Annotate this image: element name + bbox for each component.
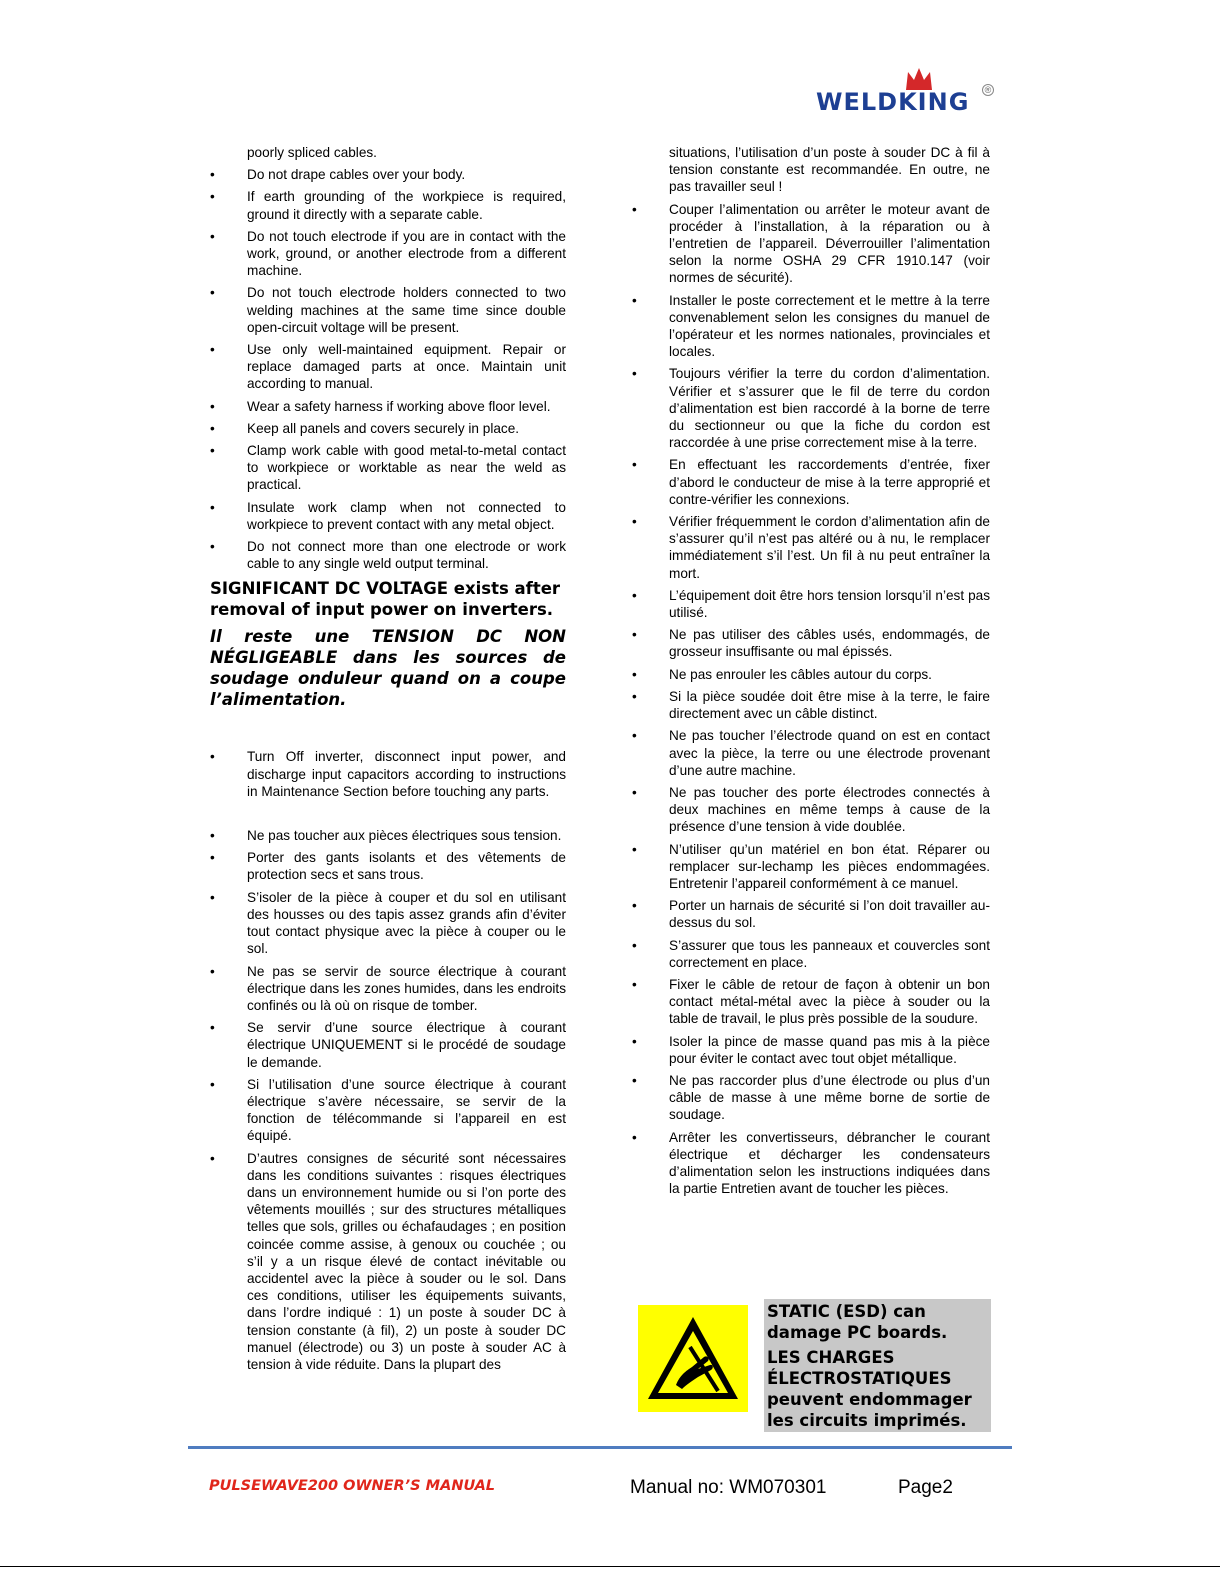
- bullet: •: [210, 342, 215, 358]
- bullet: •: [210, 749, 215, 765]
- footer-rule: [188, 1446, 1012, 1449]
- bullet: •: [210, 850, 215, 866]
- page-bottom-line: [0, 1566, 1220, 1567]
- list-item: • D’autres consignes de sécurité sont nécessaires dans les conditions suivantes : risques électriques dans un environnement humide ou si l’on porte des vêtements mouillés ; sur des structures métalliques telles que sols, grilles ou échafaudages ; en position coincée comme assise, à genoux ou couchée ; ou s’il y a un risque élevé de contact inévitable ou accidentel avec la pièce à souder ou le sol. Dans ces conditions, utiliser les équipements suivants, dans l’ordre indiqué : 1) un poste à souder DC à tension constante (à fil), 2) un poste à souder DC manuel (électrode) ou 3) un poste à souder AC à tension à vide réduite. Dans la plupart des: [210, 1150, 566, 1372]
- list-item: • Toujours vérifier la terre du cordon d’alimentation. Vérifier et s’assurer que le fil de terre du cordon d’alimentation est bien raccordé à la borne de terre du sectionneur ou que la fiche du cordon est raccordée à une prise correctement mise à la terre.: [632, 366, 990, 451]
- logo-text: WELDKING: [816, 88, 970, 116]
- list-item: • Do not drape cables over your body.: [210, 167, 466, 183]
- bullet: •: [632, 898, 637, 914]
- esd-warning-icon: [638, 1305, 748, 1412]
- list-item: situations, l’utilisation d’un poste à souder DC à fil à tension constante est recommandée. En outre, ne pas travailler seul !: [669, 145, 990, 195]
- list-item: • Clamp work cable with good metal-to-metal contact to workpiece or worktable as near the weld as practical.: [210, 443, 566, 493]
- registered-mark: ®: [982, 84, 994, 96]
- bullet: •: [210, 285, 215, 301]
- list-item: • Keep all panels and covers securely in place.: [210, 420, 520, 436]
- bullet: •: [210, 539, 215, 555]
- right-column: [632, 144, 990, 1202]
- list-item: • Vérifier fréquemment le cordon d’alimentation afin de s’assurer qu’il n’est pas altéré ou à nu, le remplacer immédiatement s’il l’est. Un fil à nu peut entraîner la mort.: [632, 514, 990, 581]
- list-item: • Fixer le câble de retour de façon à obtenir un bon contact métal-métal avec la pièce à souder ou la table de travail, le plus près possible de la soudure.: [632, 976, 990, 1027]
- bullet: •: [210, 828, 215, 844]
- list-item: • Wear a safety harness if working above floor level.: [210, 398, 551, 414]
- footer-manual-title: PULSEWAVE200 OWNER’S MANUAL: [209, 1478, 496, 1494]
- bullet: •: [632, 292, 637, 308]
- list-item: • N’utiliser qu’un matériel en bon état. Réparer ou remplacer sur-lechamp les pièces endommagées. Entretenir l’appareil conformément à ce manuel.: [632, 841, 990, 891]
- list-item: • S’isoler de la pièce à couper et du sol en utilisant des housses ou des tapis assez grands afin d’éviter tout contact physique avec la pièce à couper ou le sol.: [210, 889, 566, 957]
- list-item: • Ne pas toucher aux pièces électriques sous tension.: [210, 828, 562, 844]
- list-item: • Isoler la pince de masse quand pas mis à la pièce pour éviter le contact avec tout objet métallique.: [632, 1033, 990, 1066]
- bullet: •: [210, 1150, 215, 1166]
- list-item: • Turn Off inverter, disconnect input power, and discharge input capacitors according to instructions in Maintenance Section before touching any parts.: [210, 749, 566, 799]
- list-item: • S’assurer que tous les panneaux et couvercles sont correctement en place.: [632, 937, 990, 970]
- list-item: • If earth grounding of the workpiece is required, ground it directly with a separate cable.: [210, 189, 566, 222]
- bullet: •: [632, 666, 637, 682]
- dc-voltage-warning-en: SIGNIFICANT DC VOLTAGE exists after removal of input power on inverters.: [210, 579, 561, 620]
- bullet: •: [210, 963, 215, 979]
- bullet: •: [632, 841, 637, 857]
- list-item: • Porter des gants isolants et des vêtements de protection secs et sans trous.: [210, 850, 566, 883]
- bullet: •: [210, 889, 215, 905]
- bullet: •: [632, 1129, 637, 1145]
- bullet: •: [632, 728, 637, 744]
- list-item: • L’équipement doit être hors tension lorsqu’il n’est pas utilisé.: [632, 587, 990, 621]
- list-item: • Ne pas utiliser des câbles usés, endommagés, de grosseur insuffisante ou mal épissés.: [632, 627, 990, 660]
- bullet: •: [632, 688, 637, 704]
- bullet: •: [632, 976, 637, 992]
- bullet: •: [210, 420, 215, 436]
- bullet: •: [632, 784, 637, 800]
- list-item: • Ne pas toucher des porte électrodes connectés à deux machines en même temps à cause de la présence d’une tension à vide doublée.: [632, 784, 990, 835]
- bullet: •: [210, 398, 215, 414]
- dc-voltage-warning-fr: Il reste une TENSION DC NON NÉGLIGEABLE dans les sources de soudage onduleur quand on a coupe l’alimentation.: [210, 627, 566, 710]
- bullet: •: [632, 201, 637, 217]
- list-item: • Couper l’alimentation ou arrêter le moteur avant de procéder à l’installation, à la réparation ou à l’entretien de l’appareil. Déverrouiller l’alimentation selon la norme OSHA 29 CFR 1910.147 (voir normes de sécurité).: [632, 201, 990, 286]
- bullet: •: [632, 366, 637, 382]
- footer-manual-number: Manual no: WM070301: [630, 1477, 827, 1498]
- bullet: •: [210, 499, 215, 515]
- bullet: •: [632, 1033, 637, 1049]
- weldking-logo: [816, 66, 994, 124]
- bullet: •: [632, 937, 637, 953]
- list-item: • Installer le poste correctement et le mettre à la terre convenablement selon les consignes du manuel de l’opérateur et les normes nationales, provinciales et locales.: [632, 292, 990, 360]
- list-item: • Si la pièce soudée doit être mise à la terre, le faire directement avec un câble distinct.: [632, 688, 990, 722]
- list-item: • Si l’utilisation d’une source électrique à courant électrique s’avère nécessaire, se servir de la fonction de télécommande si l’appareil en est équipé.: [210, 1076, 566, 1144]
- list-item: • Se servir d’une source électrique à courant électrique UNIQUEMENT si le procédé de soudage le demande.: [210, 1020, 566, 1070]
- list-item: • Porter un harnais de sécurité si l’on doit travailler au-dessus du sol.: [632, 898, 990, 931]
- bullet: •: [632, 1072, 637, 1088]
- list-item: • Do not touch electrode if you are in contact with the work, ground, or another electrode from a different machine.: [210, 228, 566, 279]
- list-item: • Use only well-maintained equipment. Repair or replace damaged parts at once. Maintain unit according to manual.: [210, 342, 566, 392]
- list-item: • En effectuant les raccordements d’entrée, fixer d’abord le conducteur de mise à la terre approprié et contre-vérifier les connexions.: [632, 457, 990, 507]
- list-item: poorly spliced cables.: [247, 145, 377, 160]
- bullet: •: [210, 189, 215, 205]
- list-item: • Insulate work clamp when not connected to workpiece to prevent contact with any metal object.: [210, 499, 566, 532]
- bullet: •: [210, 1076, 215, 1092]
- list-item: • Ne pas enrouler les câbles autour du corps.: [632, 666, 932, 682]
- bullet: •: [210, 228, 215, 244]
- bullet: •: [632, 587, 637, 603]
- esd-warning-box: [764, 1299, 991, 1432]
- list-item: • Ne pas se servir de source électrique à courant électrique dans les zones humides, dans les endroits confinés ou là où on risque de tomber.: [210, 963, 566, 1013]
- esd-warning-fr: LES CHARGES ÉLECTROSTATIQUES peuvent endommager les circuits imprimés.: [767, 1348, 972, 1430]
- bullet: •: [632, 457, 637, 473]
- list-item: • Do not connect more than one electrode or work cable to any single weld output terminal.: [210, 539, 566, 572]
- list-item: • Do not touch electrode holders connected to two welding machines at the same time since double open-circuit voltage will be present.: [210, 285, 566, 335]
- bullet: •: [210, 443, 215, 459]
- bullet: •: [632, 514, 637, 530]
- left-column: [210, 144, 566, 1378]
- bullet: •: [210, 167, 215, 183]
- esd-warning-en: STATIC (ESD) can damage PC boards.: [767, 1302, 948, 1342]
- bullet: •: [210, 1020, 215, 1036]
- list-item: • Ne pas raccorder plus d’une électrode ou plus d’un câble de masse à une même borne de sortie de soudage.: [632, 1072, 990, 1123]
- bullet: •: [632, 627, 637, 643]
- footer-page-number: Page2: [898, 1477, 953, 1498]
- list-item: • Arrêter les convertisseurs, débrancher le courant électrique et décharger les condensateurs d’alimentation selon les instructions indiquées dans la partie Entretien avant de toucher les pièces.: [632, 1129, 990, 1197]
- list-item: • Ne pas toucher l’électrode quand on est en contact avec la pièce, la terre ou une électrode provenant d’une autre machine.: [632, 728, 990, 778]
